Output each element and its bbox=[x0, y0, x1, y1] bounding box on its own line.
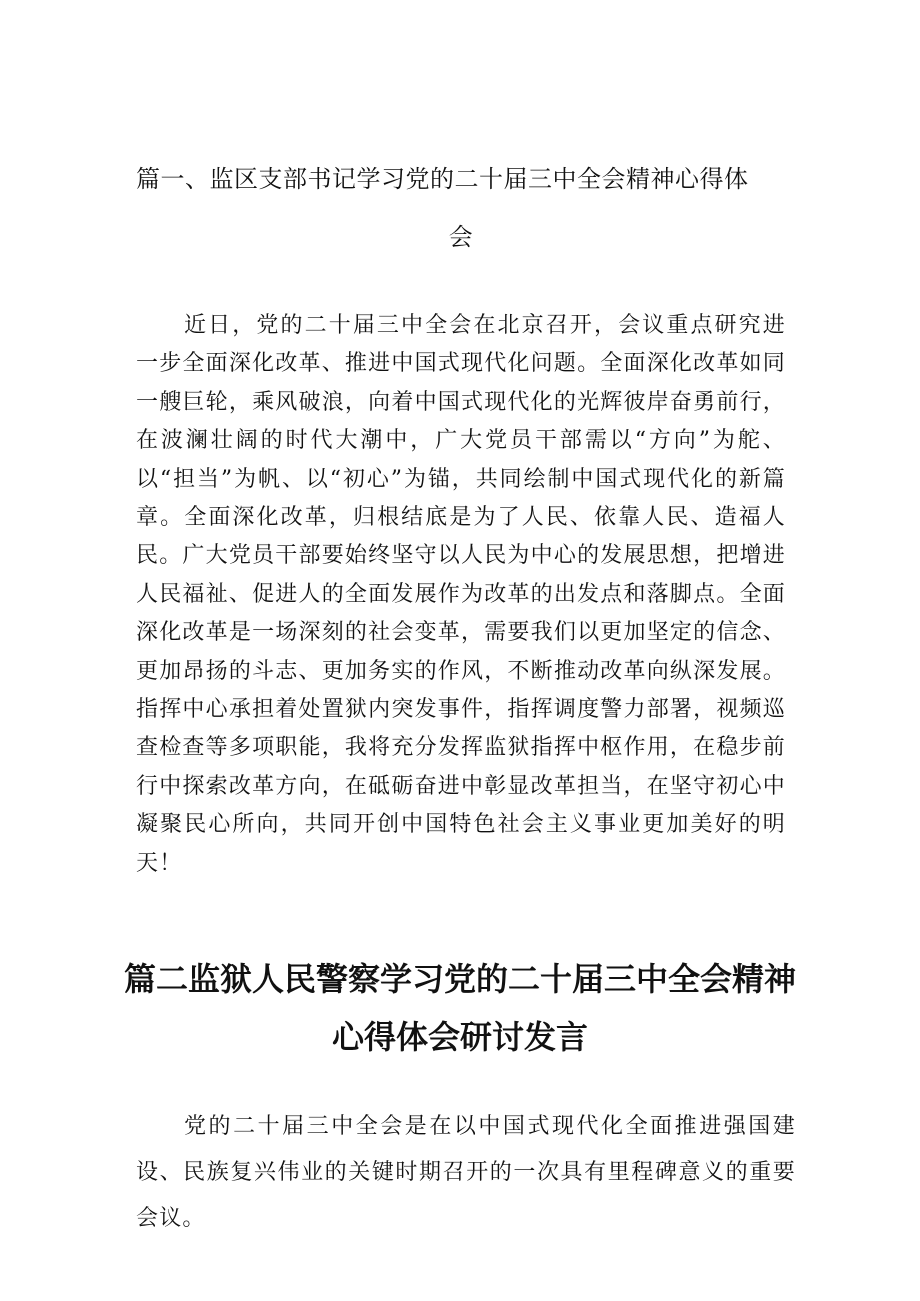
section2-title: 篇二监狱人民警察学习党的二十届三中全会精神心得体会研讨发言 bbox=[123, 960, 796, 1056]
section1-paragraph: 近日，党的二十届三中全会在北京召开，会议重点研究进一步全面深化改革、推进中国式现代化问题。全面深化改革如同一艘巨轮，乘风破浪，向着中国式现代化的光辉彼岸奋勇前行，在波澜壮阔的时代大潮中，广大党员干部需以“方向”为舵、以“担当”为帆、以“初心”为锚，共同绘制中国式现代化的新篇章。全面深化改革，归根结底是为了人民、依靠人民、造福人民。广大党员干部要始终坚守以人民为中心的发展思想，把增进人民福祉、促进人的全面发展作为改革的出发点和落脚点。全面深化改革是一场深刻的社会变革，需要我们以更加坚定的信念、更加昂扬的斗志、更加务实的作风，不断推动改革向纵深发展。指挥中心承担着处置狱内突发事件，指挥调度警力部署，视频巡查检查等多项职能，我将充分发挥监狱指挥中枢作用，在稳步前行中探索改革方向，在砥砺奋进中彰显改革担当，在坚守初心中凝聚民心所向，共同开创中国特色社会主义事业更加美好的明天！ bbox=[136, 313, 786, 876]
section1-title-line2: 会 bbox=[448, 223, 474, 251]
section2-paragraph: 党的二十届三中全会是在以中国式现代化全面推进强国建设、民族复兴伟业的关键时期召开的一次具有里程碑意义的重要会议。 bbox=[136, 1114, 796, 1231]
section1-title-line1: 篇一、监区支部书记学习党的二十届三中全会精神心得体 bbox=[136, 165, 749, 193]
section1-title bbox=[136, 150, 786, 266]
